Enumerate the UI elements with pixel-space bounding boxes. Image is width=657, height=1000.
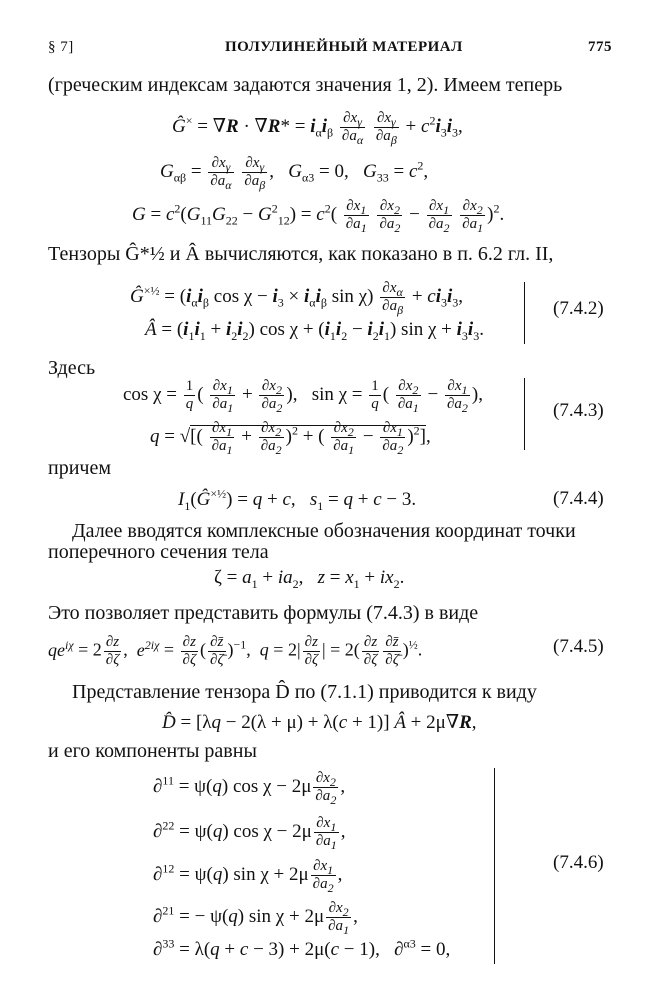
equation-cos-sin-chi: cos χ = $\frac{1}{q}$ ( $\frac{\partial x_1}{\partial a_1}$ + $\frac{\partial x_2}{\partial a_2}$ ), sin χ = $\frac{1}{q}$ ( $\frac{\partial x_2}{\partial a_1}$ − $\frac{\partial x_1}{\partial a_2}$ ), [123, 378, 483, 415]
equation-D22: ∂$^{22}$ = ψ(q) cos χ − 2μ $\frac{\partial x_1}{\partial a_1}$ , [153, 815, 346, 852]
brace-7-4-6 [488, 768, 495, 964]
equation-complex-coordinates: $\zeta = a_1 + ia_2$, $z = x_1 + ix_2$. [214, 567, 405, 591]
brace-7-4-2 [516, 282, 525, 344]
equation-invariant-I1: $I_1(Ĝ^{\times\frac{1}{2}}) = q + c$, $s_1 = q + c - 3$. [178, 486, 417, 513]
equation-D-tensor: D̂ = [λq − 2(λ + μ) + λ(c + 1)] Â + 2μ∇R, [162, 712, 477, 733]
paragraph-6: поперечного сечения тела [48, 541, 269, 563]
equation-tag-7-4-3: (7.4.3) [553, 400, 604, 421]
eq-text-1 [0, 0, 1, 1]
equation-D21: ∂$^{21}$ = − ψ(q) sin χ + 2μ $\frac{\partial x_2}{\partial a_1}$ , [153, 900, 358, 937]
equation-complex-forms: $qe^{i\chi} = 2$ $\frac{\partial z}{\partial\zeta}$ , $e^{2i\chi}$ = $\frac{\partial z}{\partial\zeta}$ ( $\frac{\partial z̄}{\partial\zetā}$ )$^{-1}$, q = 2| $\frac{\partial z}{\partial\zeta}$ | = 2( $\frac{\partial z}{\partial\zeta}$ $\frac{\partial z̄}{\partial\zetā}$ )$^{\frac{1}{2}}$. [48, 634, 423, 668]
brace-7-4-3 [516, 378, 525, 450]
paragraph-2: Тензоры Ĝ*½ и Â вычисляются, как показано в п. 6.2 гл. II, [48, 243, 554, 265]
equation-tag-7-4-4: (7.4.4) [553, 488, 604, 509]
paragraph-8: Представление тензора D̂ по (7.1.1) приводится к виду [72, 681, 537, 703]
page-number: 775 [588, 39, 612, 55]
running-title: ПОЛУЛИНЕЙНЫЙ МАТЕРИАЛ [225, 39, 463, 55]
paragraph-4: причем [48, 457, 111, 479]
paragraph-1: (греческим индексам задаются значения 1, 2). Имеем теперь [48, 74, 563, 96]
equation-D12: ∂$^{12}$ = ψ(q) sin χ + 2μ $\frac{\partial x_1}{\partial a_2}$ , [153, 858, 343, 895]
paragraph-5: Далее вводятся комплексные обозначения координат точки [72, 520, 576, 542]
paragraph-3: Здесь [48, 357, 96, 379]
equation-tag-7-4-6: (7.4.6) [553, 852, 604, 873]
equation-tag-7-4-5: (7.4.5) [553, 636, 604, 657]
section-ref: § 7] [48, 39, 74, 55]
equation-G-determinant: $G = c^2(G_{11}G_{22} - G^2_{12}) = c^2$( $\frac{\partial x_1}{\partial a_1}$ $\frac{\partial x_2}{\partial a_2}$ − $\frac{\partial x_1}{\partial a_2}$ $\frac{\partial x_2}{\partial a_1}$ )$^2$. [132, 198, 505, 235]
equation-q: q = √[( $\frac{\partial x_1}{\partial a_1}$ + $\frac{\partial x_2}{\partial a_2}$ )$^2$ + ( $\frac{\partial x_2}{\partial a_1}$ − $\frac{\partial x_1}{\partial a_2}$ )$^2$], [150, 420, 431, 457]
equation-D11: ∂$^{11}$ = ψ(q) cos χ − 2μ $\frac{\partial x_2}{\partial a_2}$ , [153, 770, 346, 807]
equation-G-cross: Ĝ× = $\nabla R \cdot \nabla R* = i_\alpha i_\beta$ $\frac{\partial x_\gamma}{\partial a_\alpha}$ $\frac{\partial x_\gamma}{\partial a_\beta}$ + $c^2i_3i_3$, [172, 110, 463, 147]
equation-D33: ∂$^{33}$ = λ(q + c − 3) + 2μ(c − 1), ∂$^{\alpha 3}$ = 0, [153, 936, 451, 960]
equation-A-tensor: Â = $(i_1i_1 + i_2i_2)$ $\cos \chi + (i_1i_2 - i_2i_1)$ $\sin \chi + i_3i_3$. [145, 319, 484, 343]
equation-tag-7-4-2: (7.4.2) [553, 298, 604, 319]
paragraph-7: Это позволяет представить формулы (7.4.3) в виде [48, 602, 479, 624]
equation-G-components: $G_{\alpha\beta}$ = $\frac{\partial x_\gamma}{\partial a_\alpha}$ $\frac{\partial x_\gamma}{\partial a_\beta}$ , $G_{\alpha 3} = 0$, $G_{33} = c^2$, [160, 155, 429, 192]
equation-G-sqrt: $Ĝ^{\times\frac{1}{2}} = (i_\alpha i_\beta$ $\cos \chi - i_3 \times i_\alpha i_\beta$ sin χ) $\frac{\partial x_\alpha}{\partial a_\beta}$ + $ci_3i_3$, [130, 280, 464, 317]
paragraph-9: и его компоненты равны [48, 740, 257, 762]
